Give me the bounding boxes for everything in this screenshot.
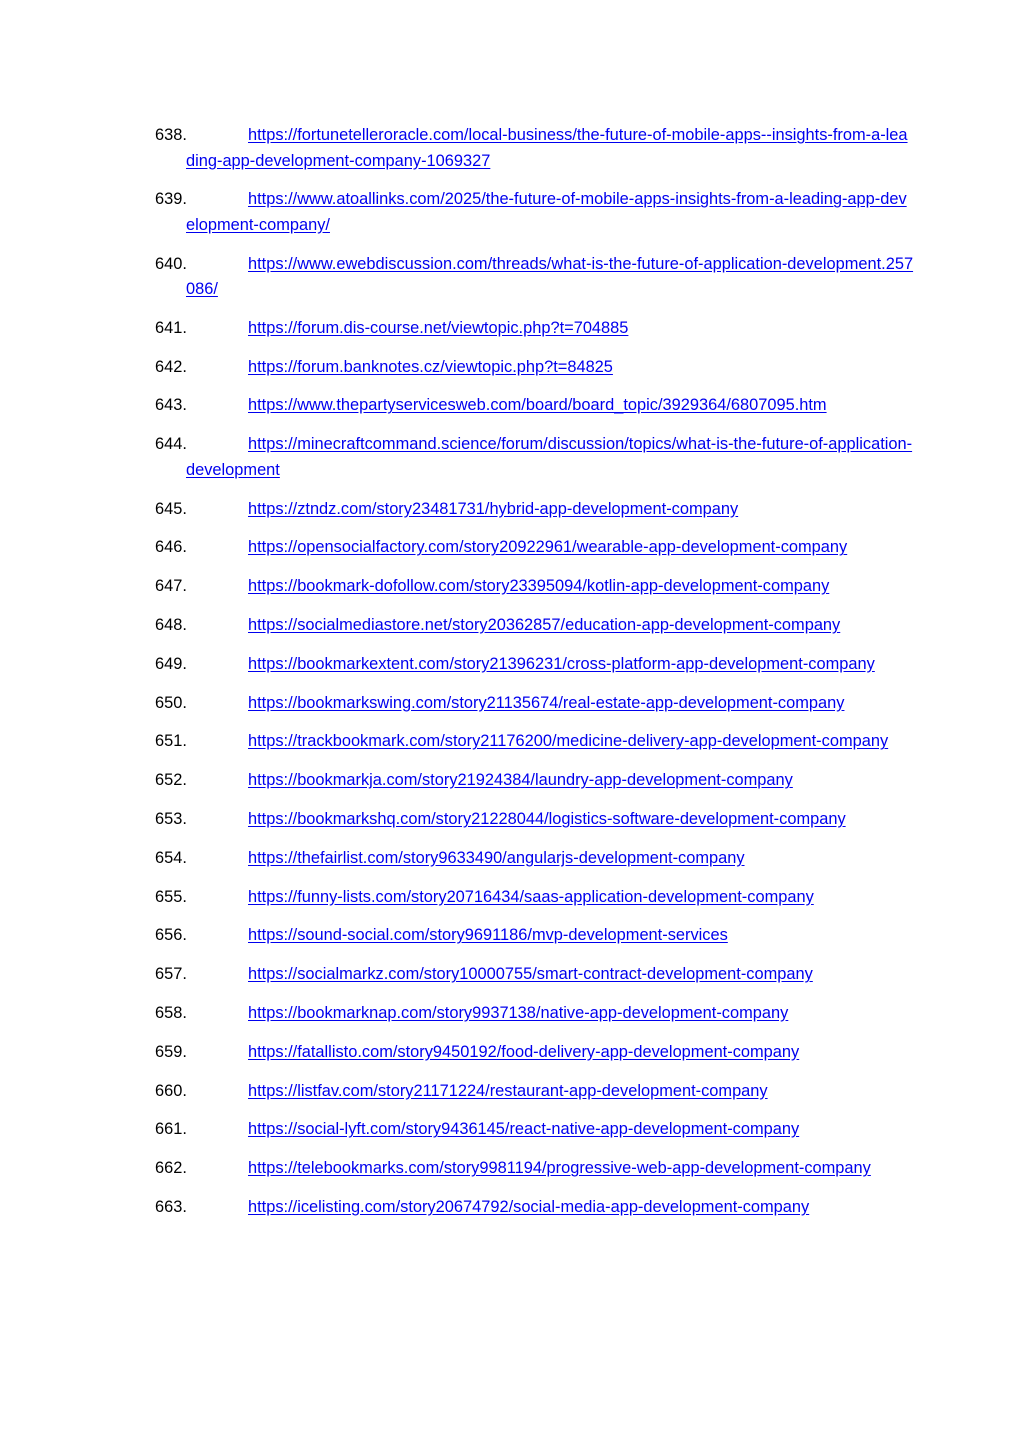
list-item [155, 1040, 915, 1066]
item-link[interactable]: https://sound-social.com/story9691186/mvp-development-services [248, 926, 728, 945]
item-number: 648. [155, 615, 187, 634]
list-item [155, 691, 915, 717]
list-item [155, 885, 915, 911]
item-link[interactable]: https://bookmarkshq.com/story21228044/logistics-software-development-company [248, 809, 846, 828]
list-item [155, 1001, 915, 1027]
list-item [155, 652, 915, 678]
item-link[interactable]: https://fortunetelleroracle.com/local-business/the-future-of-mobile-apps--insights-from-a-leading-app-development-company-1069327 [186, 126, 908, 170]
item-link[interactable]: https://forum.banknotes.cz/viewtopic.php?t=84825 [248, 357, 613, 376]
list-item [155, 1117, 915, 1143]
item-number: 651. [155, 732, 187, 751]
list-item [155, 923, 915, 949]
item-link[interactable]: https://bookmarkja.com/story21924384/laundry-app-development-company [248, 771, 793, 790]
item-number: 654. [155, 848, 187, 867]
item-link[interactable]: https://thefairlist.com/story9633490/angularjs-development-company [248, 848, 745, 867]
list-item [155, 807, 915, 833]
item-link[interactable]: https://forum.dis-course.net/viewtopic.php?t=704885 [248, 318, 629, 337]
list-item [155, 393, 915, 419]
list-item [155, 432, 915, 483]
item-number: 643. [155, 396, 187, 415]
item-link[interactable]: https://opensocialfactory.com/story20922961/wearable-app-development-company [248, 538, 848, 557]
item-number: 660. [155, 1081, 187, 1100]
item-number: 641. [155, 318, 187, 337]
item-number: 658. [155, 1003, 187, 1022]
item-number: 649. [155, 654, 187, 673]
item-link[interactable]: https://telebookmarks.com/story9981194/progressive-web-app-development-company [248, 1159, 871, 1178]
item-number: 640. [155, 254, 187, 273]
item-link[interactable]: https://www.thepartyservicesweb.com/board/board_topic/3929364/6807095.htm [248, 396, 827, 415]
item-number: 655. [155, 887, 187, 906]
item-link[interactable]: https://minecraftcommand.science/forum/discussion/topics/what-is-the-future-of-application-development [186, 435, 913, 479]
list-item [155, 355, 915, 381]
item-link[interactable]: https://trackbookmark.com/story21176200/medicine-delivery-app-development-company [248, 732, 889, 751]
list-item [155, 846, 915, 872]
list-item [155, 1079, 915, 1105]
item-number: 639. [155, 190, 187, 209]
item-number: 642. [155, 357, 187, 376]
list-item [155, 962, 915, 988]
item-number: 650. [155, 693, 187, 712]
item-number: 653. [155, 809, 187, 828]
item-link[interactable]: https://bookmarkextent.com/story21396231/cross-platform-app-development-company [248, 654, 875, 673]
item-link[interactable]: https://www.atoallinks.com/2025/the-future-of-mobile-apps-insights-from-a-leading-app-development-company/ [186, 190, 907, 234]
list-item [155, 768, 915, 794]
list-item [155, 729, 915, 755]
item-number: 646. [155, 538, 187, 557]
item-link[interactable]: https://bookmark-dofollow.com/story23395094/kotlin-app-development-company [248, 577, 830, 596]
list-item [155, 123, 915, 174]
list-item [155, 613, 915, 639]
item-link[interactable]: https://socialmarkz.com/story10000755/smart-contract-development-company [248, 965, 813, 984]
list-item [155, 1156, 915, 1182]
item-link[interactable]: https://social-lyft.com/story9436145/react-native-app-development-company [248, 1120, 800, 1139]
item-number: 644. [155, 435, 187, 454]
item-link[interactable]: https://icelisting.com/story20674792/social-media-app-development-company [248, 1197, 810, 1216]
list-item [155, 1195, 915, 1221]
list-item [155, 316, 915, 342]
item-number: 657. [155, 965, 187, 984]
item-number: 638. [155, 126, 187, 144]
item-number: 645. [155, 499, 187, 518]
item-number: 663. [155, 1197, 187, 1216]
item-link[interactable]: https://www.ewebdiscussion.com/threads/what-is-the-future-of-application-development.257086/ [186, 254, 914, 299]
item-number: 659. [155, 1042, 187, 1061]
list-item [155, 187, 915, 238]
item-link[interactable]: https://fatallisto.com/story9450192/food-delivery-app-development-company [248, 1042, 800, 1061]
item-link[interactable]: https://funny-lists.com/story20716434/saas-application-development-company [248, 887, 814, 906]
list-item [155, 252, 915, 303]
item-link[interactable]: https://listfav.com/story21171224/restaurant-app-development-company [248, 1081, 768, 1100]
item-number: 647. [155, 577, 187, 596]
item-link[interactable]: https://ztndz.com/story23481731/hybrid-app-development-company [248, 499, 739, 518]
item-number: 661. [155, 1120, 187, 1139]
list-item [155, 497, 915, 523]
item-number: 662. [155, 1159, 187, 1178]
item-link[interactable]: https://bookmarknap.com/story9937138/native-app-development-company [248, 1003, 789, 1022]
list-item [155, 535, 915, 561]
link-list [155, 123, 915, 1234]
item-link[interactable]: https://socialmediastore.net/story20362857/education-app-development-company [248, 615, 841, 634]
list-item [155, 574, 915, 600]
item-link[interactable]: https://bookmarkswing.com/story21135674/real-estate-app-development-company [248, 693, 845, 712]
item-number: 652. [155, 771, 187, 790]
item-number: 656. [155, 926, 187, 945]
